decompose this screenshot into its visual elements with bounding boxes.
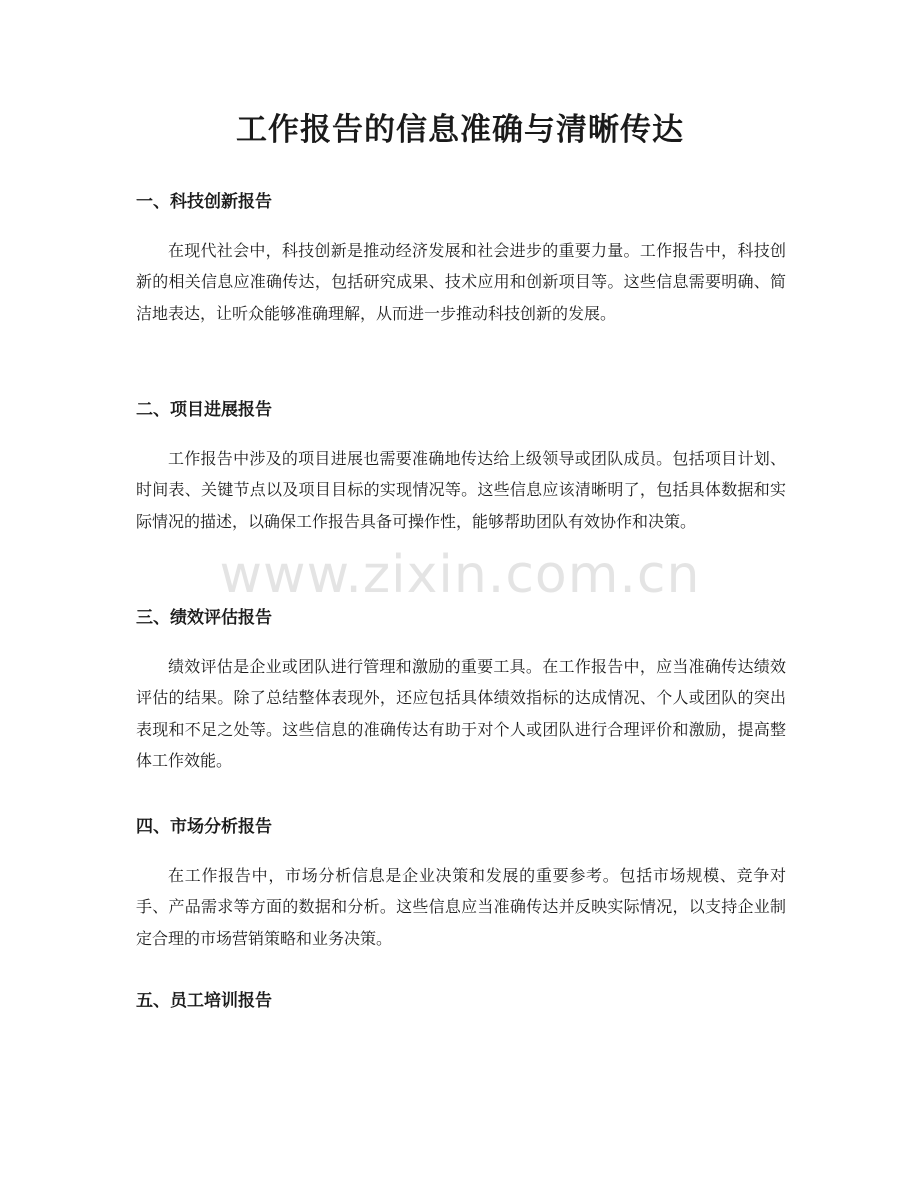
section-tech-innovation bbox=[136, 190, 786, 329]
section-paragraph: 绩效评估是企业或团队进行管理和激励的重要工具。在工作报告中，应当准确传达绩效评估的结果。除了总结整体表现外，还应包括具体绩效指标的达成情况、个人或团队的突出表现和不足之处等。这些信息的准确传达有助于对个人或团队进行合理评价和激励，提高整体工作效能。 bbox=[136, 657, 786, 771]
watermark-text: www.zixin.com.cn bbox=[219, 545, 701, 605]
section-project-progress bbox=[136, 398, 786, 537]
section-performance-evaluation bbox=[136, 606, 786, 777]
section-heading: 四、市场分析报告 bbox=[136, 817, 272, 837]
section-paragraph: 工作报告中涉及的项目进展也需要准确地传达给上级领导或团队成员。包括项目计划、时间表、关键节点以及项目目标的实现情况等。这些信息应该清晰明了，包括具体数据和实际情况的描述，以确保工作报告具备可操作性，能够帮助团队有效协作和决策。 bbox=[136, 449, 786, 531]
section-paragraph: 在工作报告中，市场分析信息是企业决策和发展的重要参考。包括市场规模、竞争对手、产品需求等方面的数据和分析。这些信息应当准确传达并反映实际情况，以支持企业制定合理的市场营销策略和业务决策。 bbox=[136, 866, 786, 948]
section-heading: 二、项目进展报告 bbox=[136, 400, 272, 420]
section-paragraph: 在现代社会中，科技创新是推动经济发展和社会进步的重要力量。工作报告中，科技创新的相关信息应准确传达，包括研究成果、技术应用和创新项目等。这些信息需要明确、简洁地表达，让听众能够准确理解，从而进一步推动科技创新的发展。 bbox=[136, 241, 786, 323]
section-heading: 一、科技创新报告 bbox=[136, 192, 272, 212]
section-heading: 三、绩效评估报告 bbox=[136, 608, 272, 628]
section-employee-training bbox=[136, 989, 786, 1013]
document-title: 工作报告的信息准确与清晰传达 bbox=[236, 112, 684, 148]
section-heading: 五、员工培训报告 bbox=[136, 991, 272, 1011]
section-market-analysis bbox=[136, 815, 786, 954]
